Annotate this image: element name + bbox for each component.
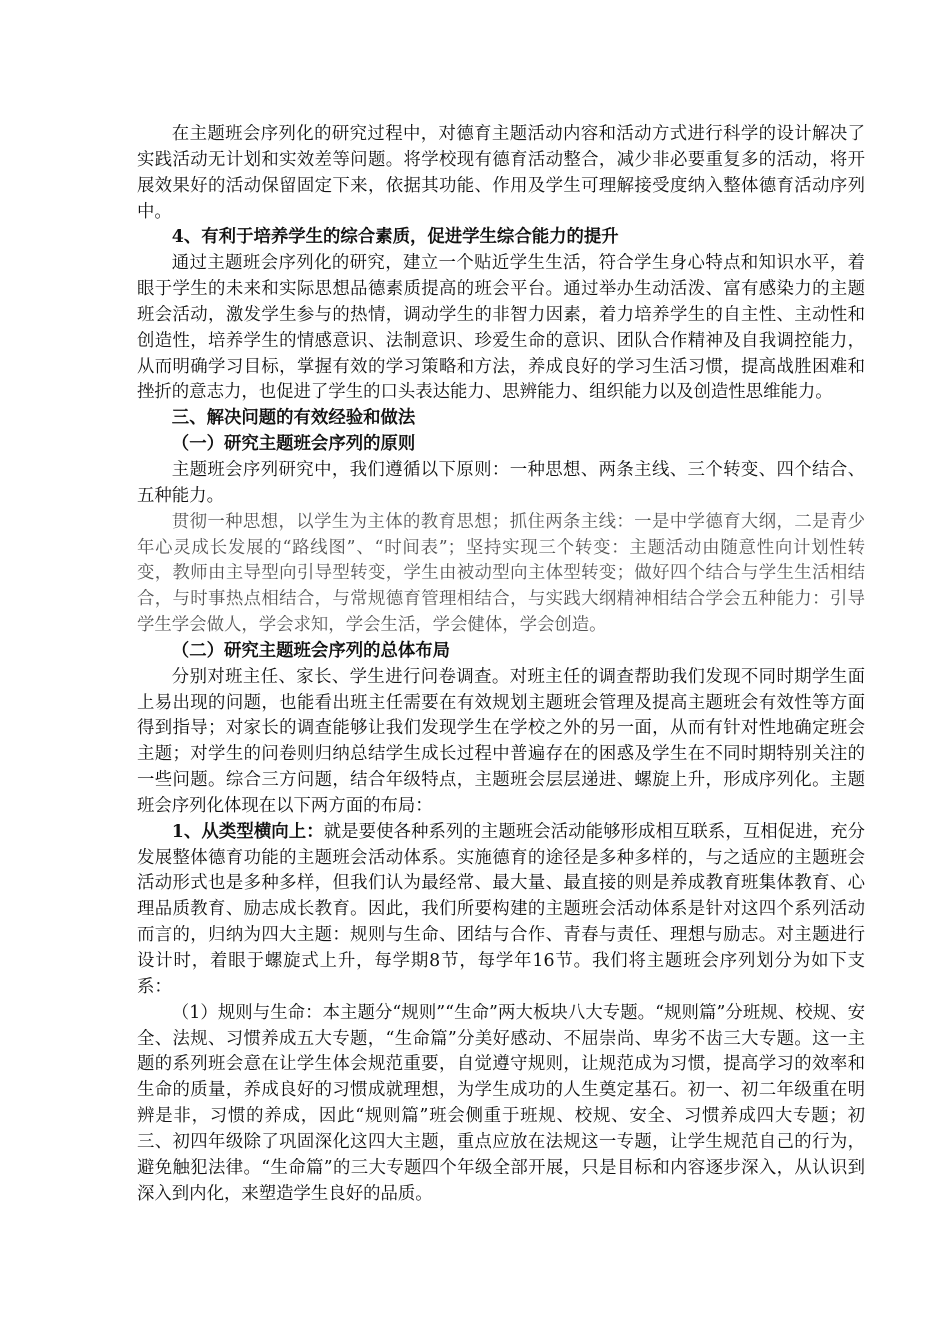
paragraph-text: 就是要使各种系列的主题班会活动能够形成相互联系，互相促进，充分发展整体德育功能的主题班会活动体系。实施德育的途径是多种多样的，与之适应的主题班会活动形式也是多种多样，但我们认为最经常、最大量、最直接的则是养成教育班集体教育、心理品质教育、励志成长教育。因此，我们所要构建的主题班会活动体系是针对这四个系列活动而言的，归纳为四大主题：规则与生命、团结与合作、青春与责任、理想与励志。对主题进行设计时，着眼于螺旋式上升，每学期8节，每学年16节。我们将主题班会序列划分为如下支系： bbox=[137, 821, 865, 997]
section-heading: 三、解决问题的有效经验和做法 bbox=[171, 408, 416, 429]
paragraph: （1）规则与生命：本主题分“规则”“生命”两大板块八大专题。“规则篇”分班规、校规、安全、法规、习惯养成五大专题，“生命篇”分美好感动、不屈崇尚、卑劣不齿三大专题。这一主题的系列班会意在让学生体会规范重要，自觉遵守规则，让规范成为习惯，提高学习的效率和生命的质量，养成良好的习惯成就理想，为学生成功的人生奠定基石。初一、初二年级重在明辨是非，习惯的养成，因此“规则篇”班会侧重于班规、校规、安全、习惯养成四大专题；初三、初四年级除了巩固深化这四大主题，重点应放在法规这一专题，让学生规范自己的行为，避免触犯法律。“生命篇”的三大专题四个年级全部开展，只是目标和内容逐步深入，从认识到深入到内化，来塑造学生良好的品质。 bbox=[137, 1002, 865, 1204]
paragraph: 贯彻一种思想，以学生为主体的教育思想；抓住两条主线：一是中学德育大纲，二是青少年心灵成长发展的“路线图”、“时间表”；坚持实现三个转变：主题活动由随意性向计划性转变，教师由主导型向引导型转变，学生由被动型向主体型转变；做好四个结合与学生生活相结合，与时事热点相结合，与常规德育管理相结合，与实践大纲精神相结合学会五种能力：引导学生学会做人，学会求知，学会生活，学会健体，学会创造。 bbox=[137, 511, 865, 636]
paragraph: 通过主题班会序列化的研究，建立一个贴近学生生活，符合学生身心特点和知识水平，着眼于学生的未来和实际思想品德素质提高的班会平台。通过举办生动活泼、富有感染力的主题班会活动，激发学生参与的热情，调动学生的非智力因素，着力培养学生的自主性、主动性和创造性，培养学生的情感意识、法制意识、珍爱生命的意识、团队合作精神及自我调控能力，从而明确学习目标，掌握有效的学习策略和方法，养成良好的学习生活习惯，提高战胜困难和挫折的意志力，也促进了学生的口头表达能力、思辨能力、组织能力以及创造性思维能力。 bbox=[137, 253, 865, 403]
paragraph: 主题班会序列研究中，我们遵循以下原则：一种思想、两条主线、三个转变、四个结合、五种能力。 bbox=[137, 459, 865, 506]
paragraph-lead: 1、从类型横向上： bbox=[171, 821, 324, 842]
paragraph bbox=[137, 820, 865, 1001]
subsection-heading: （二）研究主题班会序列的总体布局 bbox=[171, 640, 451, 661]
document-body bbox=[137, 122, 865, 1207]
section-heading: 4、有利于培养学生的综合素质，促进学生综合能力的提升 bbox=[171, 227, 619, 248]
paragraph: 分别对班主任、家长、学生进行问卷调查。对班主任的调查帮助我们发现不同时期学生面上易出现的问题，也能看出班主任需要在有效规划主题班会管理及提高主题班会有效性等方面得到指导；对家长的调查能够让我们发现学生在学校之外的另一面，从而有针对性地确定班会主题；对学生的问卷则归纳总结学生成长过程中普遍存在的困惑及学生在不同时期特别关注的一些问题。综合三方问题，结合年级特点，主题班会层层递进、螺旋上升，形成序列化。主题班会序列化体现在以下两方面的布局： bbox=[137, 666, 865, 816]
paragraph: 在主题班会序列化的研究过程中，对德育主题活动内容和活动方式进行科学的设计解决了实践活动无计划和实效差等问题。将学校现有德育活动整合，减少非必要重复多的活动，将开展效果好的活动保留固定下来，依据其功能、作用及学生可理解接受度纳入整体德育活动序列中。 bbox=[137, 124, 865, 222]
subsection-heading: （一）研究主题班会序列的原则 bbox=[171, 434, 416, 455]
